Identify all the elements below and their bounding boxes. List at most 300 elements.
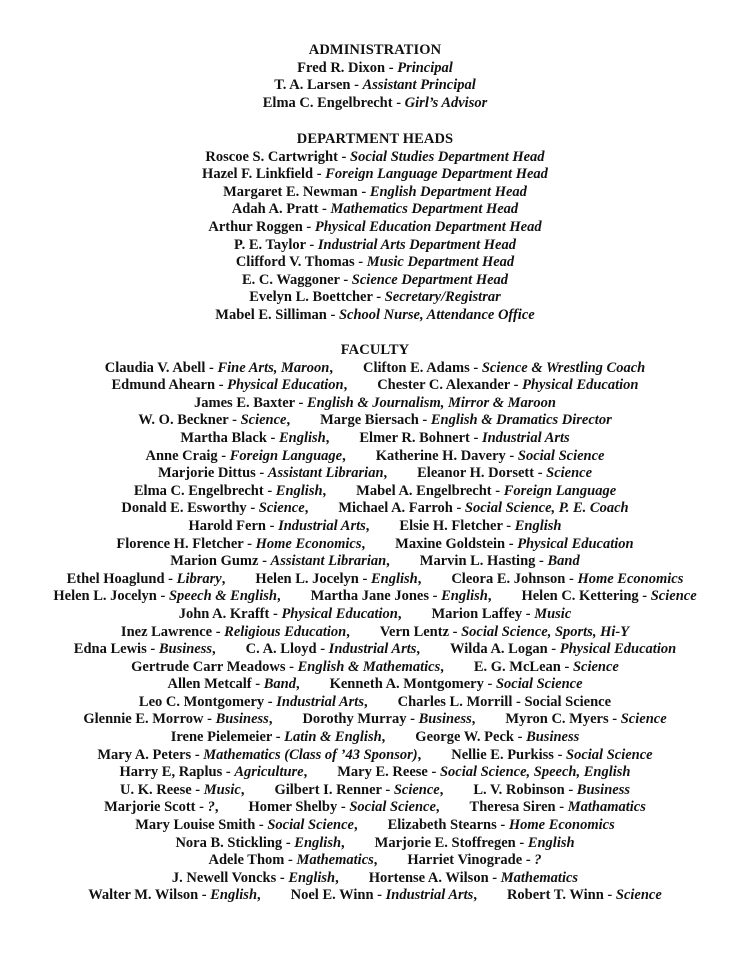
staff-entry <box>474 659 619 675</box>
staff-entry <box>232 201 518 217</box>
staff-name: Martha Jane Jones <box>310 588 429 605</box>
staff-name: Maxine Goldstein <box>395 535 506 552</box>
staff-line <box>0 184 750 202</box>
staff-name: Noel E. Winn <box>290 887 374 904</box>
staff-entry <box>420 553 580 569</box>
name-role-separator: - <box>302 218 315 235</box>
staff-name: Clifford V. Thomas <box>235 254 355 271</box>
entry-comma: , <box>295 676 300 693</box>
staff-name: E. G. McLean <box>473 658 561 675</box>
name-role-separator: - <box>215 377 228 394</box>
staff-name: P. E. Taylor <box>234 236 306 253</box>
staff-name: Homer Shelby <box>248 799 338 816</box>
staff-role: English & Dramatics Director <box>430 412 612 429</box>
staff-entry <box>274 77 476 93</box>
faculty-line <box>0 887 750 905</box>
staff-name: Martha Black <box>180 429 267 446</box>
staff-line <box>0 289 750 307</box>
staff-name: Myron C. Myers <box>505 711 609 728</box>
staff-entry <box>246 641 420 657</box>
staff-role: Physical Education <box>559 641 677 658</box>
entry-comma: , <box>335 869 339 886</box>
staff-role: Physical Education Department Head <box>314 218 542 235</box>
staff-role: Science <box>546 465 593 482</box>
name-role-separator: - <box>276 869 289 886</box>
staff-entry <box>302 711 475 727</box>
name-role-separator: - <box>264 693 277 710</box>
department-heads-list <box>0 149 750 325</box>
staff-name: Gilbert I. Renner <box>274 781 382 798</box>
staff-entry <box>131 659 444 675</box>
staff-entry <box>189 518 370 534</box>
name-role-separator: - <box>385 59 398 76</box>
staff-name: Helen L. Jocelyn <box>255 570 359 587</box>
staff-entry <box>375 835 575 851</box>
name-role-separator: - <box>449 623 462 640</box>
name-role-separator: - <box>515 834 528 851</box>
staff-role: Mathamatics <box>567 799 646 816</box>
staff-role: English & Mathematics <box>297 658 441 675</box>
staff-name: Adele Thom <box>208 852 285 869</box>
staff-entry <box>172 870 339 886</box>
staff-name: Elmer R. Bohnert <box>359 429 470 446</box>
staff-role: Social Science, Sports, Hi-Y <box>461 623 630 640</box>
staff-entry <box>473 782 630 798</box>
staff-role: Social Science <box>524 693 612 710</box>
faculty-line <box>0 799 750 817</box>
staff-name: Walter M. Wilson <box>88 887 199 904</box>
staff-name: U. K. Reese <box>119 781 192 798</box>
staff-entry <box>337 764 630 780</box>
name-role-separator: - <box>284 852 297 869</box>
staff-entry <box>179 606 402 622</box>
faculty-line <box>0 518 750 536</box>
name-role-separator: - <box>156 588 169 605</box>
staff-role: Band <box>263 676 296 693</box>
staff-name: Florence H. Fletcher <box>116 535 244 552</box>
entry-comma: , <box>353 817 358 834</box>
staff-entry <box>451 747 652 763</box>
faculty-line <box>0 659 750 677</box>
staff-entry <box>146 448 346 464</box>
entry-comma: , <box>286 412 291 429</box>
name-role-separator: - <box>357 183 370 200</box>
entry-comma: , <box>435 799 440 816</box>
staff-role: English <box>275 482 323 499</box>
entry-comma: , <box>276 588 281 605</box>
name-role-separator: - <box>553 746 567 763</box>
staff-entry <box>223 184 527 200</box>
staff-entry <box>170 553 390 569</box>
staff-line <box>0 60 750 78</box>
staff-role: Social Science, P. E. Coach <box>464 500 629 517</box>
name-role-separator: - <box>316 641 329 658</box>
staff-role: Science <box>240 412 287 429</box>
staff-name: Helen C. Kettering <box>521 588 639 605</box>
name-role-separator: - <box>326 306 339 323</box>
staff-name: Elizabeth Stearns <box>387 817 497 834</box>
name-role-separator: - <box>428 588 442 605</box>
staff-role: School Nurse, Attendance Office <box>338 306 535 323</box>
staff-role: Social Studies Department Head <box>350 148 545 165</box>
name-role-separator: - <box>350 77 363 94</box>
entry-comma: , <box>329 359 333 376</box>
faculty-line <box>0 588 750 606</box>
staff-name: Mabel A. Engelbrecht <box>356 482 492 499</box>
staff-name: Marvin L. Hasting <box>419 553 536 570</box>
faculty-line <box>0 395 750 413</box>
name-role-separator: - <box>263 482 276 499</box>
staff-role: English <box>514 517 562 534</box>
staff-entry <box>74 641 216 657</box>
staff-line <box>0 77 750 95</box>
administration-section <box>0 42 750 112</box>
staff-name: T. A. Larsen <box>274 77 351 94</box>
name-role-separator: - <box>313 166 326 183</box>
staff-name: Marjorie E. Stoffregen <box>374 834 516 851</box>
name-role-separator: - <box>488 869 501 886</box>
faculty-heading: FACULTY <box>340 342 410 358</box>
staff-entry <box>249 289 500 305</box>
staff-entry <box>255 571 421 587</box>
staff-entry <box>291 887 477 903</box>
name-role-separator: - <box>452 500 465 517</box>
staff-role: Mathematics <box>500 869 579 886</box>
entry-comma: , <box>303 764 308 781</box>
staff-entry <box>104 799 218 815</box>
staff-role: Library <box>176 570 222 587</box>
staff-role: English Department Head <box>369 183 527 200</box>
entry-comma: , <box>322 482 327 499</box>
staff-name: Wilda A. Logan <box>450 641 548 658</box>
staff-line <box>0 272 750 290</box>
staff-name: Vern Lentz <box>379 623 450 640</box>
staff-entry <box>134 483 326 499</box>
staff-entry <box>451 571 683 587</box>
staff-name: Inez Lawrence <box>120 623 213 640</box>
staff-role: Mathematics (Class of ’43 Sponsor) <box>203 746 418 763</box>
faculty-line <box>0 553 750 571</box>
staff-entry <box>97 747 421 763</box>
staff-name: Eleanor H. Dorsett <box>417 465 535 482</box>
staff-entry <box>311 588 492 604</box>
faculty-line <box>0 852 750 870</box>
name-role-separator: - <box>427 764 440 781</box>
staff-role: Music <box>203 781 241 798</box>
staff-role: Assistant Principal <box>362 77 476 94</box>
staff-entry <box>175 835 344 851</box>
entry-comma: , <box>487 588 492 605</box>
faculty-line <box>0 817 750 835</box>
faculty-list <box>0 360 750 905</box>
staff-role: Social Science <box>495 676 583 693</box>
faculty-line <box>0 641 750 659</box>
name-role-separator: - <box>337 148 351 165</box>
entry-comma: , <box>417 570 422 587</box>
staff-name: Glennie E. Morrow <box>83 711 204 728</box>
staff-name: L. V. Robinson <box>473 781 565 798</box>
staff-name: Harold Fern <box>188 517 266 534</box>
staff-entry <box>242 272 508 288</box>
entry-comma: , <box>417 746 422 763</box>
staff-entry <box>388 817 615 833</box>
entry-comma: , <box>342 447 346 464</box>
name-role-separator: - <box>243 535 256 552</box>
staff-name: John A. Krafft <box>178 605 270 622</box>
staff-role: ? <box>534 852 542 869</box>
name-role-separator: - <box>535 553 548 570</box>
staff-name: C. A. Lloyd <box>245 641 317 658</box>
staff-entry <box>120 782 244 798</box>
name-role-separator: - <box>565 570 578 587</box>
staff-name: Edmund Ahearn <box>111 377 216 394</box>
name-role-separator: - <box>358 570 371 587</box>
staff-line <box>0 149 750 167</box>
staff-role: Science Department Head <box>351 271 509 288</box>
staff-name: George W. Peck <box>415 729 514 746</box>
staff-entry <box>356 483 616 499</box>
entry-comma: , <box>221 570 226 587</box>
faculty-line <box>0 729 750 747</box>
staff-name: Marjorie Scott <box>104 799 196 816</box>
staff-role: Girl’s Advisor <box>404 94 488 111</box>
entry-comma: , <box>363 693 368 710</box>
staff-name: Kenneth A. Montgomery <box>329 676 484 693</box>
name-role-separator: - <box>228 412 241 429</box>
staff-entry <box>53 588 280 604</box>
name-role-separator: - <box>372 289 385 306</box>
staff-name: Michael A. Farroh <box>338 500 453 517</box>
staff-role: Social Science, Speech, English <box>439 764 631 781</box>
staff-role: Principal <box>397 59 453 76</box>
staff-role: English <box>370 570 418 587</box>
staff-entry <box>505 711 666 727</box>
entry-comma: , <box>268 711 273 728</box>
staff-entry <box>194 395 556 411</box>
staff-name: Mabel E. Silliman <box>215 306 327 323</box>
entry-comma: , <box>343 377 348 394</box>
staff-role: Religious Education <box>224 623 347 640</box>
faculty-line <box>0 536 750 554</box>
staff-role: Science <box>620 711 667 728</box>
staff-entry <box>320 412 612 428</box>
staff-entry <box>121 624 350 640</box>
staff-role: Industrial Arts <box>481 429 570 446</box>
staff-name: James E. Baxter <box>194 394 295 411</box>
staff-name: Nellie E. Purkiss <box>451 746 554 763</box>
name-role-separator: - <box>638 588 651 605</box>
name-role-separator: - <box>603 887 616 904</box>
staff-entry <box>121 500 308 516</box>
staff-entry <box>112 377 348 393</box>
staff-entry <box>376 448 605 464</box>
faculty-line <box>0 782 750 800</box>
staff-name: Anne Craig <box>145 447 218 464</box>
name-role-separator: - <box>251 676 264 693</box>
staff-name: Clifton E. Adams <box>362 359 470 376</box>
name-role-separator: - <box>354 254 367 271</box>
staff-entry <box>399 518 561 534</box>
name-role-separator: - <box>522 605 535 622</box>
name-role-separator: - <box>564 781 577 798</box>
staff-role: Business <box>158 641 213 658</box>
staff-name: Elsie H. Fletcher <box>399 517 503 534</box>
staff-role: Industrial Arts Department Head <box>317 236 516 253</box>
name-role-separator: - <box>469 429 482 446</box>
name-role-separator: - <box>491 482 504 499</box>
staff-entry <box>369 870 578 886</box>
staff-entry <box>507 887 662 903</box>
staff-entry <box>377 377 638 393</box>
staff-name: Leo C. Montgomery <box>138 693 265 710</box>
staff-entry <box>338 500 628 516</box>
staff-role: Science <box>258 500 305 517</box>
staff-entry <box>158 465 387 481</box>
staff-name: Irene Pielemeier <box>170 729 273 746</box>
staff-entry <box>417 465 592 481</box>
faculty-line <box>0 571 750 589</box>
staff-role: Assistant Librarian <box>267 465 384 482</box>
name-role-separator: - <box>469 359 482 376</box>
staff-role: Speech & English <box>168 588 277 605</box>
staff-role: Physical Education <box>517 535 634 552</box>
name-role-separator: - <box>496 817 509 834</box>
staff-entry <box>139 694 368 710</box>
staff-line <box>0 254 750 272</box>
faculty-line <box>0 870 750 888</box>
staff-role: Home Economics <box>577 570 684 587</box>
staff-name: W. O. Beckner <box>138 412 229 429</box>
staff-name: Edna Lewis <box>73 641 147 658</box>
entry-comma: , <box>440 658 444 675</box>
staff-entry <box>407 852 541 868</box>
staff-role: Music Department Head <box>366 254 515 271</box>
name-role-separator: - <box>373 887 386 904</box>
staff-name: Fred R. Dixon <box>297 59 386 76</box>
name-role-separator: - <box>305 236 318 253</box>
staff-name: Mary A. Peters <box>97 746 192 763</box>
staff-entry <box>330 676 583 692</box>
entry-comma: , <box>383 465 388 482</box>
faculty-line <box>0 764 750 782</box>
staff-entry <box>83 711 272 727</box>
staff-name: Chester C. Alexander <box>377 377 510 394</box>
staff-role: Fine Arts, Maroon <box>217 359 330 376</box>
staff-role: English <box>294 834 342 851</box>
name-role-separator: - <box>191 781 204 798</box>
staff-role: ? <box>207 799 215 816</box>
staff-role: Industrial Arts <box>385 887 474 904</box>
entry-comma: , <box>471 711 476 728</box>
staff-role: Science & Wrestling Coach <box>481 359 646 376</box>
staff-role: Mathematics <box>296 852 374 869</box>
staff-entry <box>395 536 633 552</box>
staff-entry <box>450 641 676 657</box>
name-role-separator: - <box>512 693 525 710</box>
staff-line <box>0 237 750 255</box>
name-role-separator: - <box>198 887 211 904</box>
staff-entry <box>415 729 579 745</box>
staff-name: J. Newell Voncks <box>171 869 277 886</box>
staff-entry <box>236 254 514 270</box>
entry-comma: , <box>381 729 386 746</box>
staff-name: Elma C. Engelbrecht <box>262 94 393 111</box>
staff-name: Donald E. Esworthy <box>121 500 247 517</box>
name-role-separator: - <box>406 711 419 728</box>
faculty-line <box>0 465 750 483</box>
staff-entry <box>208 852 377 868</box>
staff-name: Hortense A. Wilson <box>368 869 489 886</box>
name-role-separator: - <box>337 799 350 816</box>
staff-role: Business <box>418 711 472 728</box>
staff-name: Marion Laffey <box>431 605 523 622</box>
staff-role: Foreign Language Department Head <box>325 166 548 183</box>
staff-entry <box>263 95 488 111</box>
name-role-separator: - <box>555 799 568 816</box>
staff-role: Assistant Librarian <box>270 553 387 570</box>
name-role-separator: - <box>339 271 352 288</box>
staff-entry <box>135 817 357 833</box>
staff-entry <box>138 412 290 428</box>
department-heads-section <box>0 131 750 325</box>
staff-line <box>0 166 750 184</box>
name-role-separator: - <box>255 465 268 482</box>
staff-name: Ethel Hoaglund <box>66 570 165 587</box>
name-role-separator: - <box>269 605 282 622</box>
staff-role: Home Economics <box>255 535 362 552</box>
staff-role: Music <box>534 605 572 622</box>
faculty-line <box>0 360 750 378</box>
name-role-separator: - <box>282 834 295 851</box>
staff-name: Mary E. Reese <box>337 764 428 781</box>
staff-entry <box>205 149 544 165</box>
staff-name: Harriet Vinograde <box>407 852 523 869</box>
faculty-line <box>0 377 750 395</box>
name-role-separator: - <box>255 817 268 834</box>
entry-comma: , <box>361 535 366 552</box>
staff-line <box>0 201 750 219</box>
staff-role: Industrial Arts <box>278 517 366 534</box>
staff-line <box>0 219 750 237</box>
staff-name: Mary Louise Smith <box>135 817 256 834</box>
name-role-separator: - <box>212 623 225 640</box>
staff-line <box>0 95 750 113</box>
staff-role: Home Economics <box>508 817 615 834</box>
name-role-separator: - <box>217 447 230 464</box>
staff-entry <box>380 624 629 640</box>
faculty-line <box>0 448 750 466</box>
faculty-line <box>0 483 750 501</box>
name-role-separator: - <box>146 641 159 658</box>
faculty-line <box>0 747 750 765</box>
entry-comma: , <box>473 887 477 904</box>
name-role-separator: - <box>318 201 331 218</box>
name-role-separator: - <box>203 711 216 728</box>
name-role-separator: - <box>534 465 547 482</box>
entry-comma: , <box>439 781 444 798</box>
entry-comma: , <box>373 852 378 869</box>
entry-comma: , <box>325 429 330 446</box>
staff-role: Latin & English <box>284 729 382 746</box>
faculty-line <box>0 694 750 712</box>
faculty-line <box>0 430 750 448</box>
staff-name: Arthur Roggen <box>208 218 303 235</box>
staff-role: Band <box>547 553 580 570</box>
staff-role: Social Science <box>517 447 605 464</box>
staff-role: Science <box>615 887 662 904</box>
entry-comma: , <box>346 623 350 640</box>
name-role-separator: - <box>191 746 204 763</box>
